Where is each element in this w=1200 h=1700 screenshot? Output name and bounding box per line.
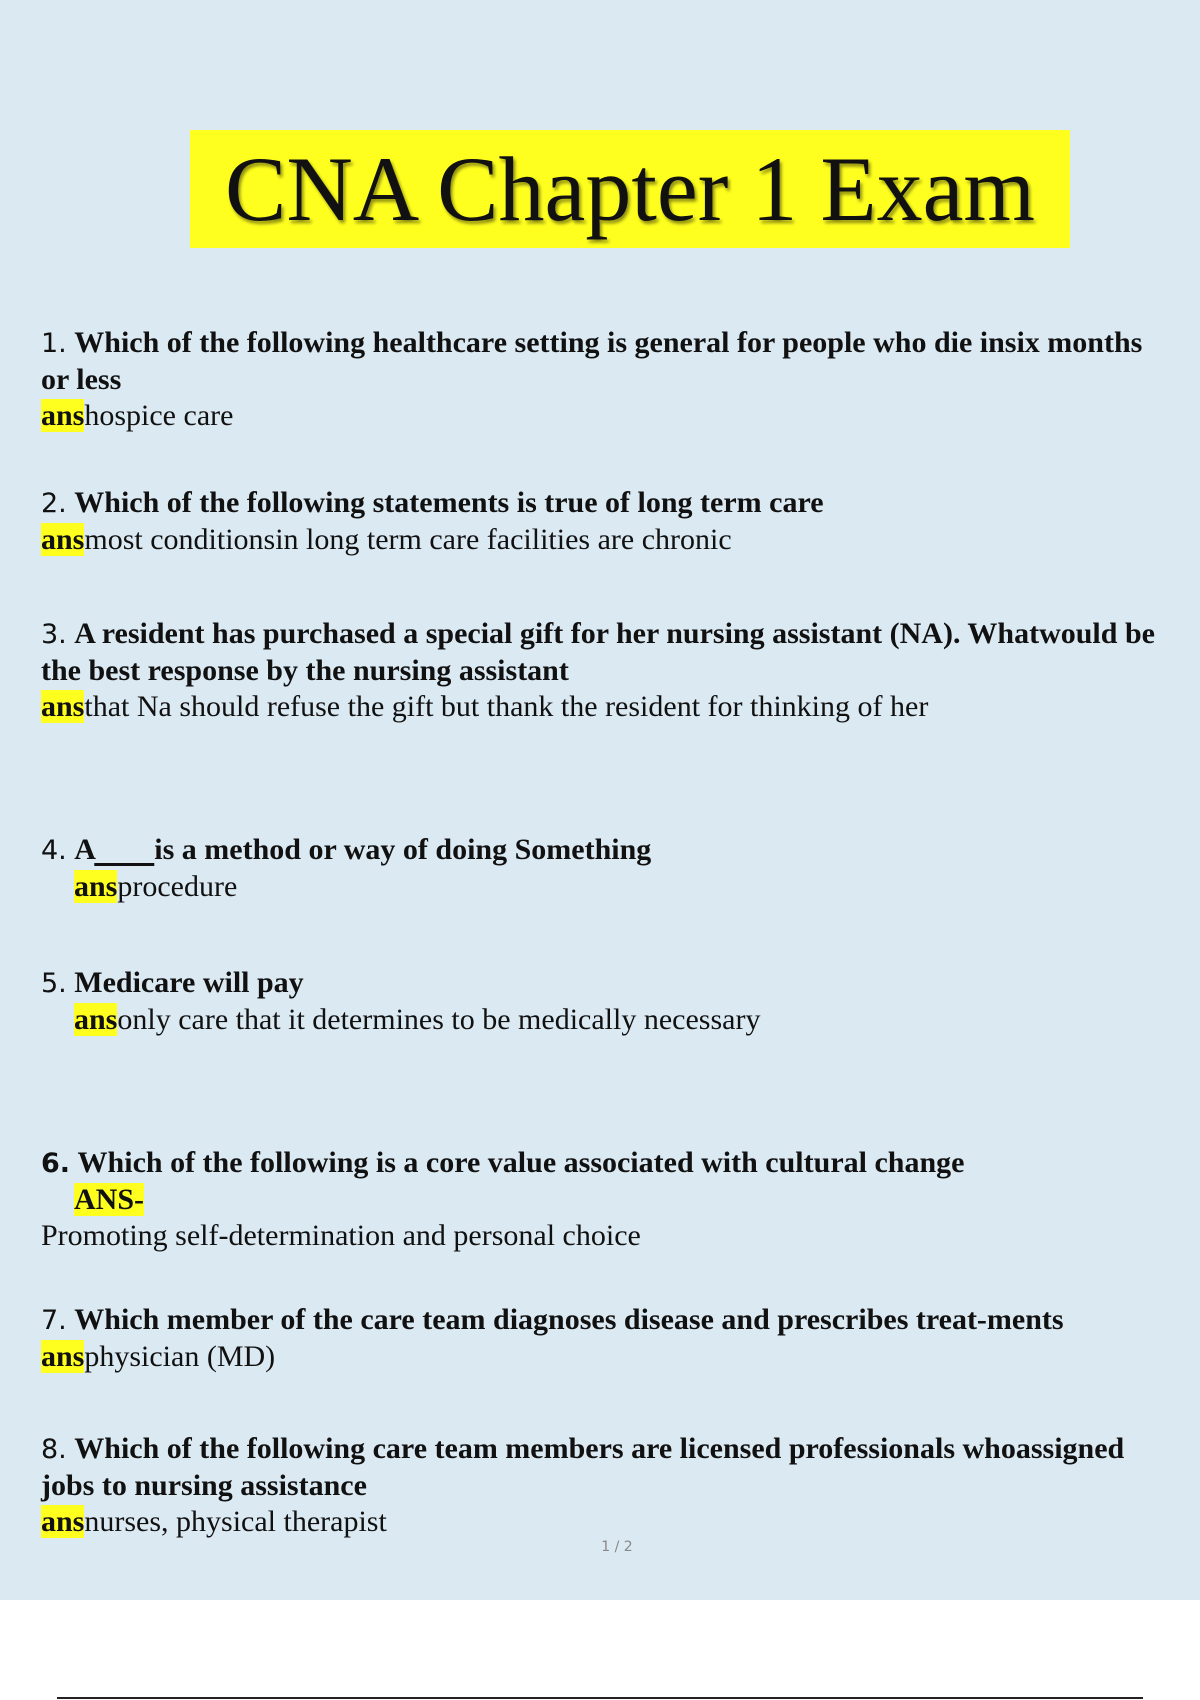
question-1 [41, 325, 1176, 434]
question-number: 4. [41, 835, 67, 866]
answer-line [41, 1504, 1176, 1540]
answer-line [41, 522, 1176, 558]
question-text: Medicare will pay [74, 966, 304, 999]
question-text: Which of the following care team members are licensed professionals whoassigned jobs to nursing assistance [41, 1432, 1125, 1502]
page-title: CNA Chapter 1 Exam [190, 130, 1070, 248]
question-7 [41, 1302, 1176, 1375]
answer-text: hospice care [84, 399, 234, 432]
question-text: Which of the following statements is true of long term care [74, 486, 824, 519]
next-page-divider [57, 1697, 1143, 1699]
ans-label: ans [41, 399, 85, 432]
question-number: 2. [41, 488, 67, 519]
page-number: 1 / 2 [601, 1539, 633, 1555]
answer-text: Promoting self-determination and personal choice [41, 1219, 641, 1252]
answer-text: most conditionsin long term care facilities are chronic [84, 523, 732, 556]
question-text: Which of the following healthcare setting is general for people who die insix months or less [41, 326, 1143, 396]
answer-line [41, 1339, 1176, 1375]
answer-line [41, 689, 1176, 725]
question-text: Which of the following is a core value associated with cultural change [77, 1146, 965, 1179]
ans-label: ans [41, 690, 85, 723]
answer-line [41, 869, 1176, 905]
question-text: Which member of the care team diagnoses disease and prescribes treat-ments [74, 1303, 1064, 1336]
ans-label: ans [41, 1340, 85, 1373]
answer-text: nurses, physical therapist [84, 1505, 387, 1538]
question-2 [41, 485, 1176, 558]
question-number: 7. [41, 1305, 67, 1336]
question-8 [41, 1431, 1176, 1540]
answer-text: only care that it determines to be medically necessary [117, 1003, 761, 1036]
question-4 [41, 832, 1176, 905]
question-text-before: A [74, 833, 95, 866]
question-5 [41, 965, 1176, 1038]
answer-line [41, 398, 1176, 434]
question-number: 6. [41, 1148, 71, 1179]
question-number: 5. [41, 968, 67, 999]
question-3 [41, 616, 1176, 725]
question-number: 3. [41, 619, 67, 650]
answer-text: procedure [117, 870, 238, 903]
question-number: 1. [41, 328, 67, 359]
ans-label: ANS- [74, 1183, 145, 1216]
answer-text: that Na should refuse the gift but thank the resident for thinking of her [84, 690, 929, 723]
answer-line [41, 1002, 1176, 1038]
fill-in-blank [94, 833, 154, 866]
question-text-after: is a method or way of doing Something [154, 833, 652, 866]
answer-line [41, 1218, 1176, 1254]
ans-label: ans [74, 870, 118, 903]
ans-label: ans [74, 1003, 118, 1036]
answer-text: physician (MD) [84, 1340, 276, 1373]
ans-label: ans [41, 523, 85, 556]
ans-label: ans [41, 1505, 85, 1538]
question-number: 8. [41, 1434, 67, 1465]
question-6 [41, 1145, 1176, 1254]
question-text: A resident has purchased a special gift for her nursing assistant (NA). Whatwould be the best response by the nursing assistant [41, 617, 1155, 687]
